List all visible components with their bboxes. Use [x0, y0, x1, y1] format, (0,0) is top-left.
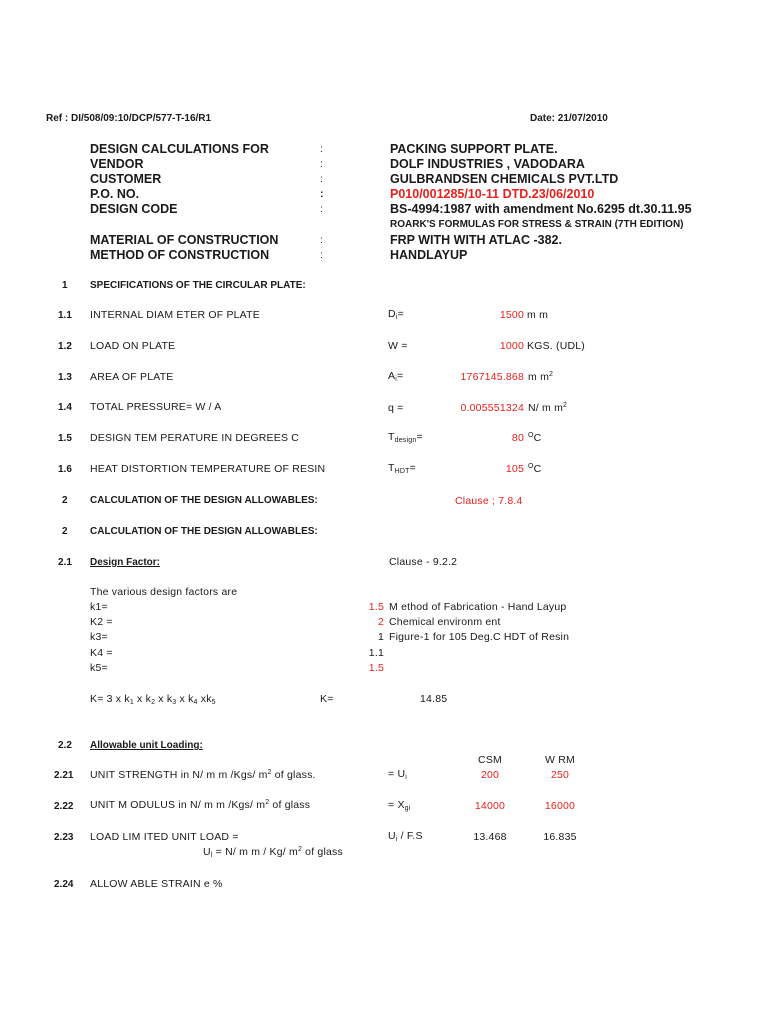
header-value: HANDLAYUP	[390, 248, 468, 262]
reference-number: Ref : DI/508/09:10/DCP/577-T-16/R1	[46, 113, 212, 124]
section-number: 2	[62, 526, 68, 537]
column-header-csm: CSM	[478, 754, 502, 766]
item-number: 2.21	[54, 770, 74, 781]
factor-value: 1.1	[368, 647, 384, 659]
item-label: INTERNAL DIAM ETER OF PLATE	[90, 309, 260, 321]
item-number: 2.1	[58, 557, 72, 568]
header-label: CUSTOMER	[90, 172, 162, 186]
item-number: 2.2	[58, 740, 72, 751]
item-label: DESIGN TEM PERATURE IN DEGREES C	[90, 432, 300, 444]
item-value: 1000	[499, 340, 524, 352]
item-unit: m m	[527, 309, 549, 321]
item-formula: $U_l = N/$ m m / Kg/ $m^2$ of glass	[203, 846, 343, 859]
item-symbol: $A_i=$	[388, 370, 404, 383]
subsection-title: Design Factor:	[90, 557, 161, 568]
item-unit: $^O$C	[528, 432, 542, 444]
item-label: LOAD ON PLATE	[90, 340, 176, 352]
header-label: P.O. NO.	[90, 187, 140, 201]
header-value-secondary: ROARK'S FORMULAS FOR STRESS & STRAIN (7TH EDITION)	[390, 219, 684, 230]
factor-note: Chemical environm ent	[389, 616, 501, 628]
header-label: DESIGN CODE	[90, 202, 178, 216]
header-label: VENDOR	[90, 157, 144, 171]
item-number: 2.23	[54, 832, 74, 843]
item-label: UNIT STRENGTH in N/ m m /Kgs/ $m^2$ of glass.	[90, 769, 316, 781]
factor-label: K2 =	[90, 616, 113, 628]
item-unit: m $m^2$	[528, 371, 554, 383]
intro-text: The various design factors are	[90, 586, 238, 598]
csm-value: 14000	[474, 800, 506, 812]
factor-value: 1.5	[368, 662, 384, 674]
header-value: PACKING SUPPORT PLATE.	[390, 142, 558, 156]
column-header-wrm: W RM	[545, 754, 575, 766]
item-symbol: = $U_i$	[388, 768, 407, 781]
item-label: LOAD LIM ITED UNIT LOAD =	[90, 831, 239, 843]
document-date: Date: 21/07/2010	[530, 113, 608, 124]
item-label: ALLOW ABLE STRAIN e %	[90, 878, 223, 890]
clause-reference: Clause ; 7.8.4	[455, 495, 523, 507]
header-colon: :	[320, 143, 324, 155]
item-symbol: $T_{HDT}=$	[388, 462, 416, 475]
item-value: 80	[511, 432, 524, 444]
factor-note: Figure-1 for 105 Deg.C HDT of Resin	[389, 631, 570, 643]
header-label: DESIGN CALCULATIONS FOR	[90, 142, 269, 156]
k-formula: K= 3 x $k_1$ x $k_2$ x $k_3$ x $k_4$ $xk_5$	[90, 693, 216, 706]
item-number: 1.3	[58, 372, 72, 383]
item-symbol: $D_i=$	[388, 308, 404, 321]
factor-value: 2	[377, 616, 384, 628]
item-value: 105	[505, 463, 524, 475]
header-label: MATERIAL OF CONSTRUCTION	[90, 233, 279, 247]
header-colon: :	[320, 234, 324, 246]
csm-value: 13.468	[473, 831, 507, 843]
item-number: 1.1	[58, 310, 72, 321]
item-symbol: q =	[388, 402, 404, 414]
k-label: K=	[320, 693, 334, 705]
k-value: 14.85	[420, 693, 448, 705]
item-number: 1.5	[58, 433, 72, 444]
section-number: 2	[62, 495, 68, 506]
item-unit: KGS. (UDL)	[527, 340, 586, 352]
header-value: FRP WITH WITH ATLAC -382.	[390, 233, 562, 247]
item-unit: N/ m $m^2$	[528, 402, 568, 414]
header-label: METHOD OF CONSTRUCTION	[90, 248, 270, 262]
item-number: 1.4	[58, 402, 72, 413]
factor-note: M ethod of Fabrication - Hand Layup	[389, 601, 567, 613]
item-symbol: $T_{design}=$	[388, 431, 423, 444]
item-number: 1.2	[58, 341, 72, 352]
item-number: 2.22	[54, 801, 74, 812]
item-symbol: = $X_{gi}$	[388, 799, 411, 812]
item-value: 0.005551324	[460, 402, 524, 414]
header-colon: :	[320, 188, 324, 200]
wrm-value: 250	[550, 769, 570, 781]
section-number: 1	[62, 280, 68, 291]
header-colon: :	[320, 249, 324, 261]
factor-label: k3=	[90, 631, 108, 643]
factor-label: k5=	[90, 662, 108, 674]
header-colon: :	[320, 173, 324, 185]
wrm-value: 16000	[544, 800, 576, 812]
item-unit: $^O$C	[528, 463, 542, 475]
header-value: BS-4994:1987 with amendment No.6295 dt.30.11.95	[390, 202, 692, 216]
header-value: GULBRANDSEN CHEMICALS PVT.LTD	[390, 172, 619, 186]
factor-label: K4 =	[90, 647, 113, 659]
item-number: 1.6	[58, 464, 72, 475]
item-symbol: W =	[388, 340, 408, 352]
wrm-value: 16.835	[543, 831, 577, 843]
section-title: SPECIFICATIONS OF THE CIRCULAR PLATE:	[90, 280, 306, 291]
po-number-value: P010/001285/10-11 DTD.23/06/2010	[390, 187, 595, 201]
header-colon: :	[320, 203, 324, 215]
item-symbol: $U_i / F.S$	[388, 830, 423, 843]
subsection-title: Allowable unit Loading:	[90, 740, 203, 751]
section-title: CALCULATION OF THE DESIGN ALLOWABLES:	[90, 495, 318, 506]
csm-value: 200	[480, 769, 500, 781]
header-colon: :	[320, 158, 324, 170]
section-title: CALCULATION OF THE DESIGN ALLOWABLES:	[90, 526, 318, 537]
factor-value: 1	[377, 631, 384, 643]
factor-value: 1.5	[368, 601, 384, 613]
item-label: HEAT DISTORTION TEMPERATURE OF RESIN	[90, 463, 326, 475]
header-value: DOLF INDUSTRIES , VADODARA	[390, 157, 585, 171]
factor-label: k1=	[90, 601, 108, 613]
item-label: AREA OF PLATE	[90, 371, 174, 383]
item-value: 1767145.868	[460, 371, 524, 383]
item-label: UNIT M ODULUS in N/ m m /Kgs/ $m^2$ of glass	[90, 799, 311, 811]
item-number: 2.24	[54, 879, 74, 890]
item-value: 1500	[499, 309, 524, 321]
clause-reference: Clause - 9.2.2	[389, 556, 458, 568]
item-label: TOTAL PRESSURE= W / A	[90, 401, 222, 413]
